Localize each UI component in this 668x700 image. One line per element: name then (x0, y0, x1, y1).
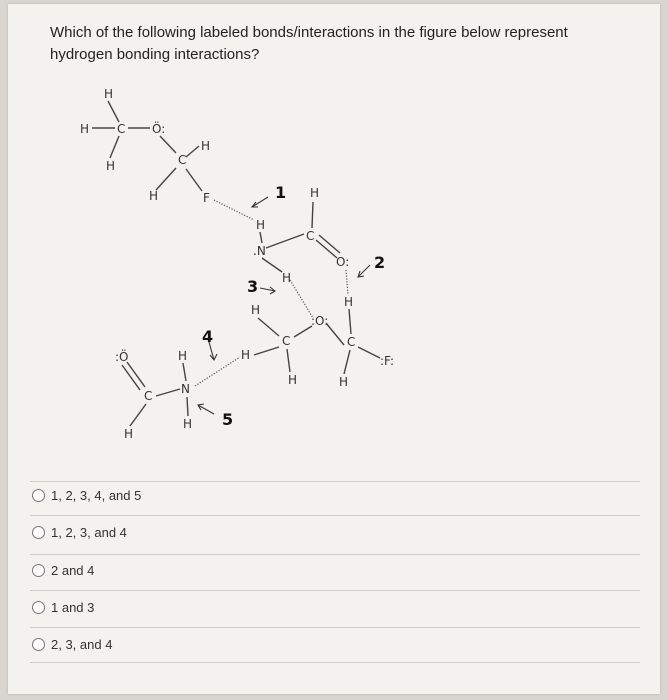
atom-c: C (347, 335, 356, 349)
radio-button[interactable] (32, 638, 45, 651)
fragment-center (241, 303, 312, 387)
divider (30, 481, 640, 482)
hbond-1 (214, 200, 254, 220)
atom-h: H (183, 417, 193, 431)
label-1: 1 (275, 183, 287, 202)
option-label: 1, 2, 3, 4, and 5 (51, 488, 142, 503)
divider (30, 554, 640, 555)
atom-h: H (149, 189, 159, 203)
option-1[interactable] (32, 488, 141, 503)
atom-h: H (310, 186, 320, 200)
atom-h: H (282, 271, 292, 285)
label-2: 2 (374, 253, 386, 272)
atom-o: :O: (311, 314, 329, 328)
atom-c: C (117, 122, 126, 136)
atom-o: O: (336, 255, 350, 269)
option-3[interactable] (32, 563, 94, 578)
radio-button[interactable] (32, 526, 45, 539)
option-2[interactable] (32, 525, 127, 540)
atom-h: H (80, 122, 90, 136)
atom-f: :F: (380, 354, 395, 368)
label-4: 4 (202, 327, 214, 346)
option-label: 1 and 3 (51, 600, 95, 615)
fragment-center-right (253, 186, 349, 285)
atom-c: C (306, 229, 315, 243)
option-4[interactable] (32, 600, 94, 615)
question-text: Which of the following labeled bonds/interactions in the figure below represent hydrogen bonding interactions? (50, 24, 568, 63)
divider (30, 627, 640, 628)
hbond-2 (346, 270, 348, 295)
option-5[interactable] (32, 637, 112, 652)
atom-h: H (288, 373, 298, 387)
hbond-3 (290, 280, 313, 318)
atom-h: H (106, 159, 116, 173)
atom-c: C (144, 389, 153, 403)
atom-h: H (251, 303, 261, 317)
option-label: 2, 3, and 4 (51, 637, 113, 652)
divider (30, 590, 640, 591)
option-label: 2 and 4 (51, 563, 95, 578)
radio-button[interactable] (32, 489, 45, 502)
hbond-4 (195, 357, 240, 386)
atom-f: F (203, 191, 210, 205)
atom-o: Ö: (152, 122, 166, 136)
atom-h: H (104, 87, 114, 101)
radio-button[interactable] (32, 601, 45, 614)
atom-h: H (344, 295, 354, 309)
atom-h: H (339, 375, 349, 389)
fragment-bottom-left (115, 348, 192, 441)
atom-o: :Ö (115, 350, 129, 364)
atom-c: C (282, 334, 291, 348)
option-label: 1, 2, 3, and 4 (51, 525, 127, 540)
atom-h: H (124, 427, 134, 441)
divider (30, 662, 640, 663)
atom-h: H (201, 139, 211, 153)
radio-button[interactable] (32, 564, 45, 577)
label-3: 3 (247, 277, 259, 296)
fragment-top-left (80, 87, 210, 205)
atom-n: N (181, 382, 190, 396)
label-5: 5 (222, 410, 234, 429)
atom-h: H (256, 218, 266, 232)
atom-c: C (178, 153, 187, 167)
atom-h: H (178, 349, 188, 363)
divider (30, 515, 640, 516)
atom-h: H (241, 348, 251, 362)
fragment-right (311, 295, 394, 389)
atom-n: .N (253, 244, 266, 258)
